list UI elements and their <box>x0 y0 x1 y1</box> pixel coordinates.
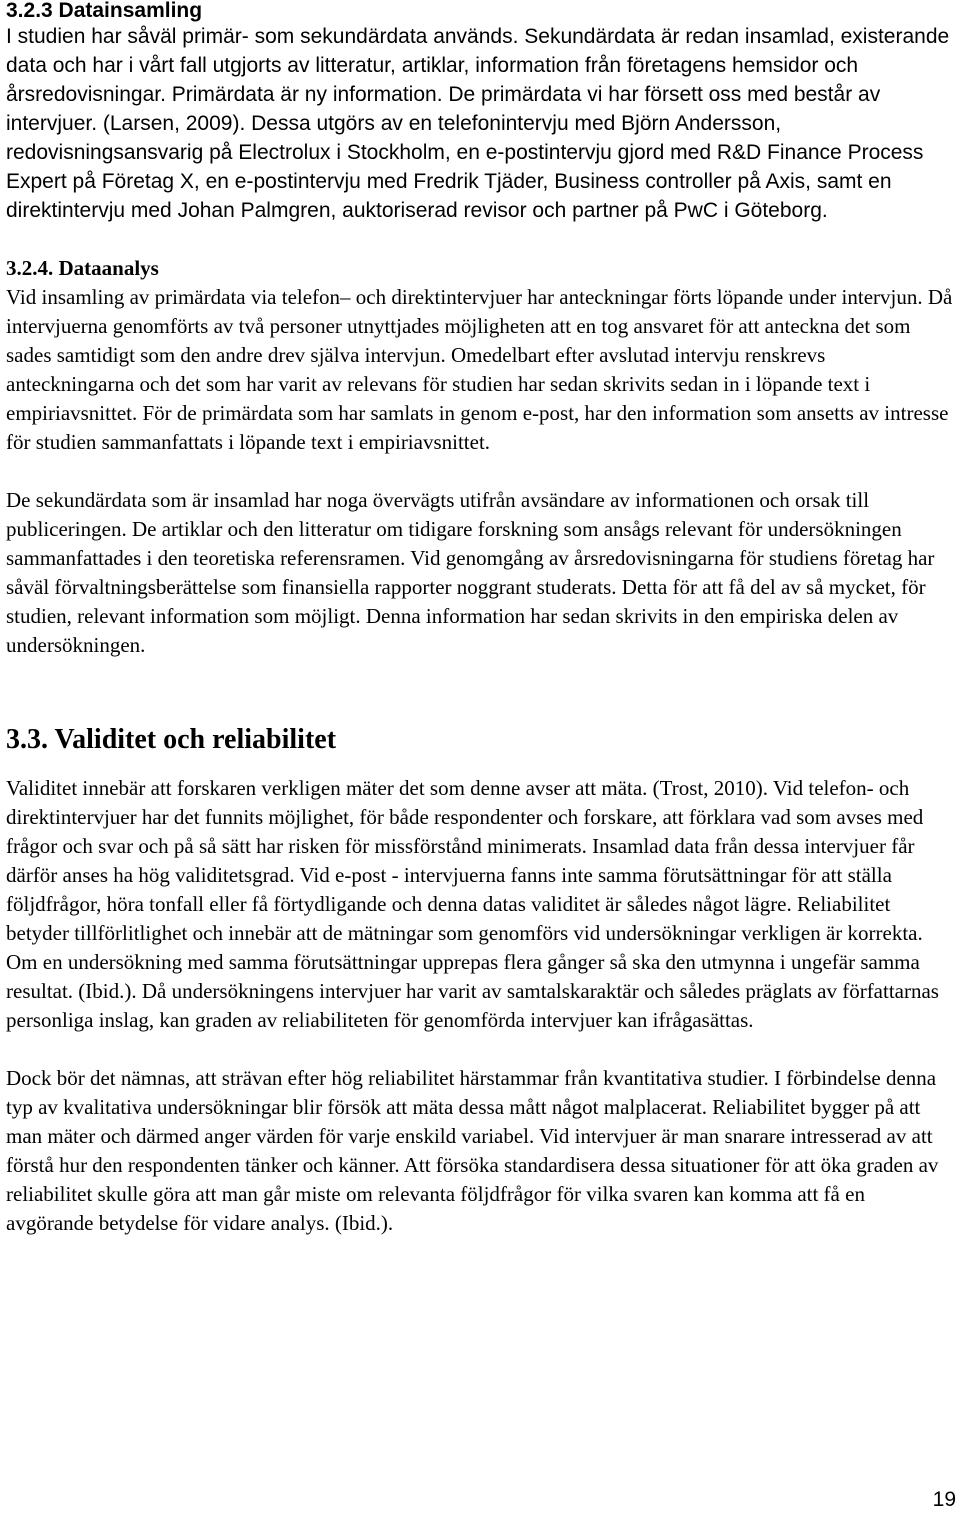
paragraph-datainsamling: I studien har såväl primär- som sekundärdata används. Sekundärdata är redan insamlad, existerande data och har i vårt fall utgjorts av litteratur, artiklar, information från företagens hemsidor och årsredovisningar. Primärdata är ny information. De primärdata vi har försett oss med består av intervjuer. (Larsen, 2009). Dessa utgörs av en telefonintervju med Björn Andersson, redovisningsansvarig på Electrolux i Stockholm, en e-postintervju gjord med R&D Finance Process Expert på Företag X, en e-postintervju med Fredrik Tjäder, Business controller på Axis, samt en direktintervju med Johan Palmgren, auktoriserad revisor och partner på PwC i Göteborg. <box>6 25 950 222</box>
spacer <box>6 225 956 254</box>
document-page <box>6 0 956 1238</box>
section-heading-validitet-reliabilitet: 3.3. Validitet och reliabilitet <box>6 724 337 755</box>
spacer <box>6 1035 956 1064</box>
page-number: 19 <box>932 1488 956 1511</box>
section-heading-datainsamling: 3.2.3 Datainsamling <box>6 0 203 22</box>
paragraph-validitet-1: Validitet innebär att forskaren verkligen mäter det som denne avser att mäta. (Trost, 2010). Vid telefon- och direktintervjuer har det funnits möjlighet, för både respondenter och forskare, att förklara vad som avses med frågor och svar och på så sätt har risken för missförstånd minimerats. Insamlad data från dessa intervjuer får därför anses ha hög validitetsgrad. Vid e-post - intervjuerna fanns inte samma förutsättningar för att ställa följdfrågor, höra tonfall eller få förtydligande och denna datas validitet är således något lägre. Reliabilitet betyder tillförlitlighet och innebär att de mätningar som genomförs vid undersökningar verkligen är korrekta. Om en undersökning med samma förutsättningar upprepas flera gånger så ska den utmynna i ungefär samma resultat. (Ibid.). Då undersökningens intervjuer har varit av samtalskaraktär och således präglats av författarnas personliga inslag, kan graden av reliabiliteten för genomförda intervjuer kan ifrågasättas. <box>6 776 939 1032</box>
paragraph-validitet-2: Dock bör det nämnas, att strävan efter hög reliabilitet härstammar från kvantitativa studier. I förbindelse denna typ av kvalitativa undersökningar blir försök att mäta dessa mått något malplacerat. Reliabilitet bygger på att man mäter och därmed anger värden för varje enskild variabel. Vid intervjuer är man snarare intresserad av att förstå hur den respondenten tänker och känner. Att försöka standardisera dessa situationer för att öka graden av reliabilitet skulle göra att man går miste om relevanta följdfrågor för vilka svaren kan komma att få en avgörande betydelse för vidare analys. (Ibid.). <box>6 1066 939 1235</box>
spacer <box>6 457 956 486</box>
paragraph-dataanalys-1: Vid insamling av primärdata via telefon– och direktintervjuer har anteckningar förts löpande under intervjun. Då intervjuerna genomförts av två personer utnyttjades möjligheten att en tog ansvaret för att anteckna det som sades samtidigt som den andre drev själva intervjun. Omedelbart efter avslutad intervju renskrevs anteckningarna och det som har varit av relevans för studien har sedan skrivits sedan in i löpande text i empiriavsnittet. För de primärdata som har samlats in genom e-post, har den information som ansetts av intresse för studien sammanfattats i löpande text i empiriavsnittet. <box>6 285 953 454</box>
paragraph-dataanalys-2: De sekundärdata som är insamlad har noga övervägts utifrån avsändare av informationen och orsak till publiceringen. De artiklar och den litteratur om tidigare forskning som ansågs relevant för undersökningen sammanfattades i den teoretiska referensramen. Vid genomgång av årsredovisningarna för studiens företag har såväl förvaltningsberättelse som finansiella rapporter noggrant studerats. Detta för att få del av så mycket, för studien, relevant information som möjligt. Denna information har sedan skrivits in den empiriska delen av undersökningen. <box>6 488 935 657</box>
section-heading-dataanalys: 3.2.4. Dataanalys <box>6 256 159 280</box>
spacer <box>6 756 956 774</box>
spacer <box>6 660 956 724</box>
